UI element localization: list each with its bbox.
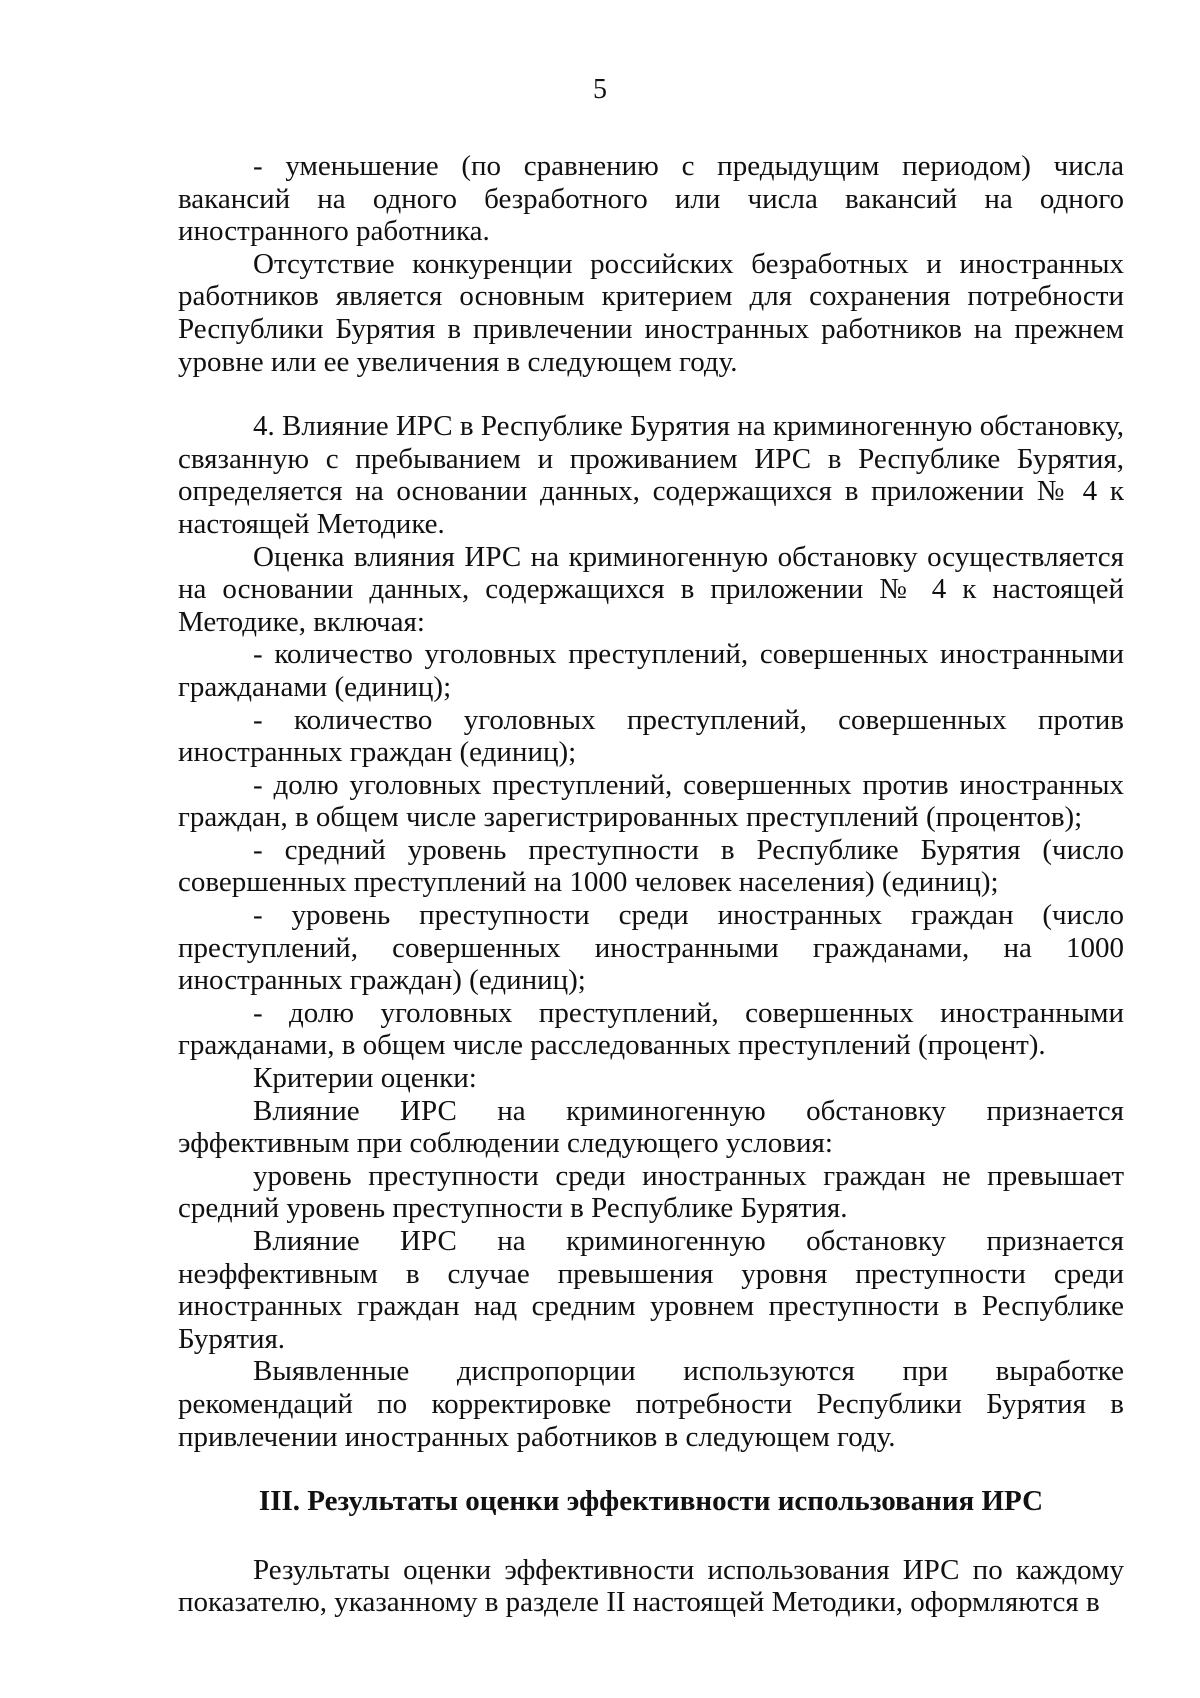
paragraph-disproportions: Выявленные диспропорции используются при выработке рекомендаций по корректировке потребности Республики Бурятия в привлечении иностранных работников в следующем году. (178, 1355, 1124, 1453)
list-item-share-by-foreigners: - долю уголовных преступлений, совершенных иностранными гражданами, в общем числе расследованных преступлений (процент). (178, 996, 1124, 1062)
list-item-crimes-against-foreigners: - количество уголовных преступлений, совершенных против иностранных граждан (единиц); (178, 703, 1124, 769)
page-number: 5 (593, 74, 607, 105)
paragraph-competition-criterion: Отсутствие конкуренции российских безработных и иностранных работников является основным критерием для сохранения потребности Республики Бурятия в привлечении иностранных работников на прежнем уровне или ее увеличения в следующем году. (178, 247, 1124, 378)
document-body (178, 150, 1124, 1619)
paragraph-criteria-label: Критерии оценки: (253, 1062, 477, 1095)
paragraph-effective-condition: Влияние ИРС на криминогенную обстановку признается эффективным при соблюдении следующего условия: (178, 1094, 1124, 1160)
paragraph-assessment-intro: Оценка влияния ИРС на криминогенную обстановку осуществляется на основании данных, содержащихся в приложении № 4 к настоящей Методике, включая: (178, 540, 1124, 638)
list-item-share-against-foreigners: - долю уголовных преступлений, совершенных против иностранных граждан, в общем числе зарегистрированных преступлений (процентов); (178, 768, 1124, 834)
section-heading-iii: III. Результаты оценки эффективности использования ИРС (258, 1485, 1044, 1518)
paragraph-item-4: 4. Влияние ИРС в Республике Бурятия на криминогенную обстановку, связанную с пребыванием и проживанием ИРС в Республике Бурятия, определяется на основании данных, содержащихся в приложении № 4 к настоящей Методике. (178, 410, 1124, 540)
paragraph-vacancy-decrease: - уменьшение (по сравнению с предыдущим периодом) числа вакансий на одного безработного или числа вакансий на одного иностранного работника. (178, 150, 1124, 248)
paragraph-results: Результаты оценки эффективности использования ИРС по каждому показателю, указанному в разделе II настоящей Методики, оформляются в (178, 1553, 1124, 1619)
list-item-crimes-by-foreigners: - количество уголовных преступлений, совершенных иностранными гражданами (единиц); (178, 638, 1124, 703)
list-item-average-crime-rate: - средний уровень преступности в Республике Бурятия (число совершенных преступлений на 1000 человек населения) (единиц); (178, 833, 1124, 899)
list-item-foreigner-crime-rate: - уровень преступности среди иностранных граждан (число преступлений, совершенных иностранными гражданами, на 1000 иностранных граждан) (единиц); (178, 899, 1124, 997)
paragraph-ineffective-condition: Влияние ИРС на криминогенную обстановку признается неэффективным в случае превышения уровня преступности среди иностранных граждан над средним уровнем преступности в Республике Бурятия. (178, 1225, 1124, 1355)
paragraph-condition-text: уровень преступности среди иностранных граждан не превышает средний уровень преступности в Республике Бурятия. (178, 1159, 1124, 1225)
